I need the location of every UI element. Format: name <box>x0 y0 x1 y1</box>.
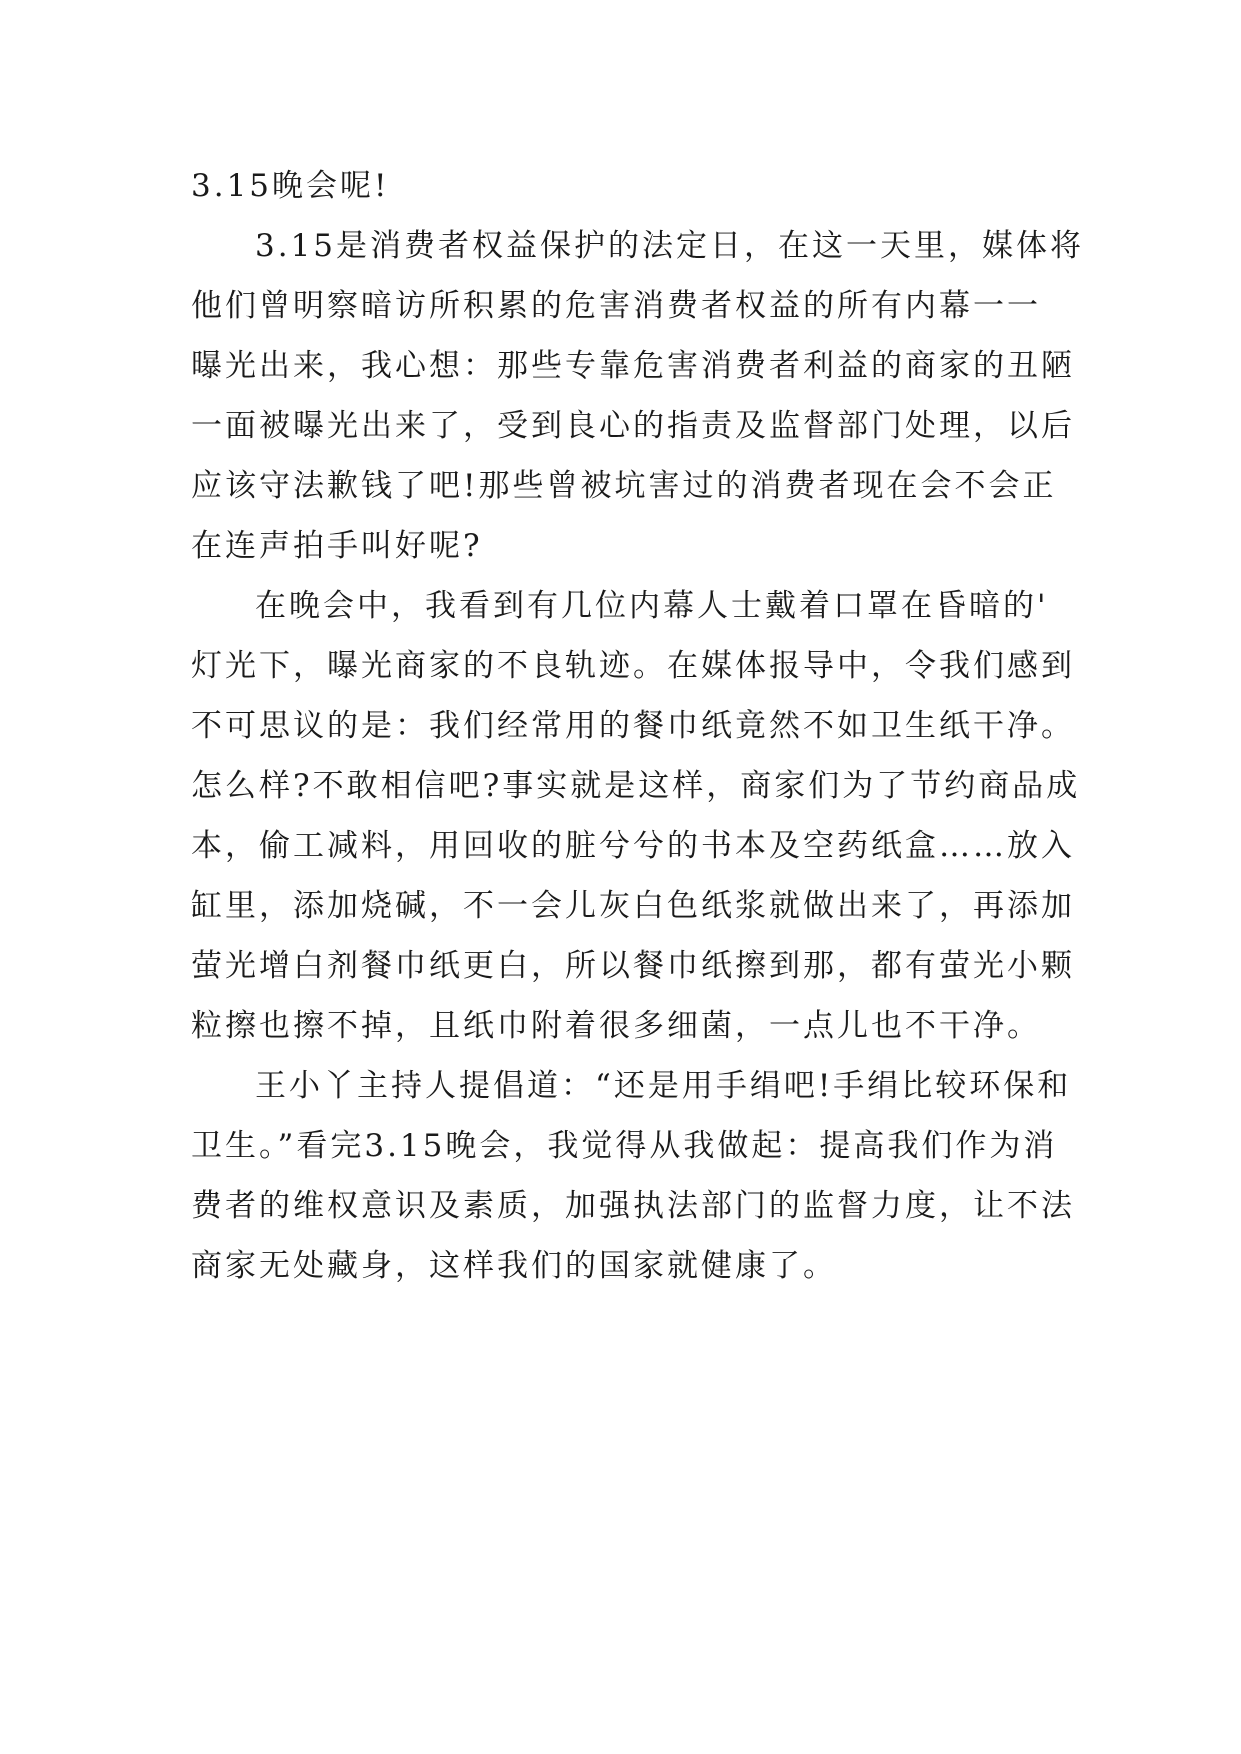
body-text <box>191 156 1085 1296</box>
text-line: 3.15是消费者权益保护的法定日，在这一天里，媒体将 <box>255 228 1085 264</box>
text-line: 卫生。”看完3.15晚会，我觉得从我做起：提高我们作为消 <box>191 1128 1058 1164</box>
text-line: 怎么样?不敢相信吧?事实就是这样，商家们为了节约商品成 <box>191 768 1081 804</box>
text-line: 缸里，添加烧碱，不一会儿灰白色纸浆就做出来了，再添加 <box>191 888 1075 924</box>
text-line: 他们曾明察暗访所积累的危害消费者权益的所有内幕一一 <box>191 288 1041 324</box>
text-line: 灯光下，曝光商家的不良轨迹。在媒体报导中，令我们感到 <box>191 648 1075 684</box>
text-line: 在连声拍手叫好呢? <box>191 528 483 564</box>
text-line: 商家无处藏身，这样我们的国家就健康了。 <box>191 1248 837 1284</box>
text-line: 本，偷工减料，用回收的脏兮兮的书本及空药纸盒……放入 <box>191 828 1075 864</box>
text-line: 3.15晚会呢! <box>191 168 390 204</box>
text-line: 王小丫主持人提倡道：“还是用手绢吧!手绢比较环保和 <box>255 1068 1072 1104</box>
text-line: 粒擦也擦不掉，且纸巾附着很多细菌，一点儿也不干净。 <box>191 1008 1041 1044</box>
text-line: 应该守法歉钱了吧!那些曾被坑害过的消费者现在会不会正 <box>191 468 1057 504</box>
text-line: 在晚会中，我看到有几位内幕人士戴着口罩在昏暗的' <box>255 588 1049 624</box>
text-line: 费者的维权意识及素质，加强执法部门的监督力度，让不法 <box>191 1188 1075 1224</box>
text-line: 一面被曝光出来了，受到良心的指责及监督部门处理，以后 <box>191 408 1075 444</box>
text-line: 不可思议的是：我们经常用的餐巾纸竟然不如卫生纸干净。 <box>191 708 1075 744</box>
text-line: 萤光增白剂餐巾纸更白，所以餐巾纸擦到那，都有萤光小颗 <box>191 948 1075 984</box>
text-line: 曝光出来，我心想：那些专靠危害消费者利益的商家的丑陋 <box>191 348 1075 384</box>
